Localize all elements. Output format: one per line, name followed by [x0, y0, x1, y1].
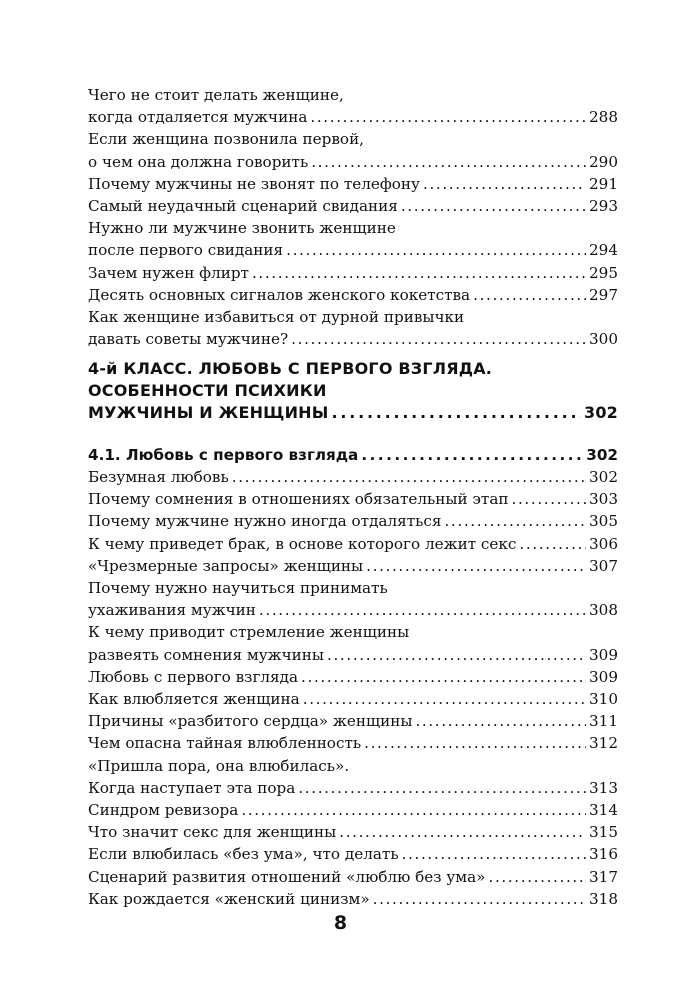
toc-entry — [88, 217, 618, 261]
dot-leader — [332, 402, 581, 424]
toc-entry-title: «Чрезмерные запросы» женщины — [88, 556, 364, 575]
dot-leader — [444, 510, 586, 532]
toc-entry-title: Почему мужчине нужно иногда отдаляться — [88, 512, 442, 531]
toc-entry-line — [88, 777, 618, 799]
toc-entry — [88, 821, 618, 843]
dot-leader — [488, 866, 586, 888]
toc-entry-page-number: 302 — [589, 468, 618, 486]
dot-leader — [241, 799, 586, 821]
dot-leader — [519, 533, 586, 555]
toc-entry-title: Нужно ли мужчине звонить женщине — [88, 219, 396, 238]
section-page-number: 302 — [586, 446, 618, 464]
toc-entry-page-number: 312 — [589, 734, 618, 753]
dot-leader — [301, 666, 586, 688]
toc-entry-line — [88, 577, 618, 599]
toc-entry-title: Синдром ревизора — [88, 801, 239, 820]
toc-entry-title: Безумная любовь — [88, 468, 229, 486]
section-heading — [88, 444, 618, 466]
toc-entry-line — [88, 106, 618, 128]
toc-entry — [88, 128, 618, 172]
toc-entry-line — [88, 821, 618, 843]
dot-leader — [232, 466, 586, 488]
toc-entry-page-number: 293 — [589, 197, 618, 216]
toc-entry-title: Любовь с первого взгляда — [88, 667, 299, 686]
toc-entry-title: Чем опасна тайная влюбленность — [88, 734, 362, 753]
toc-entry — [88, 710, 618, 732]
toc-entry — [88, 732, 618, 754]
toc-entry-title: после первого свидания — [88, 241, 284, 260]
toc-entry-page-number: 300 — [589, 330, 618, 349]
chapter-title-line — [88, 402, 618, 424]
toc-entry-line — [88, 755, 618, 777]
toc-entry-title: Десять основных сигналов женского кокетства — [88, 285, 471, 304]
toc-entry-page-number: 311 — [589, 712, 618, 731]
toc-entry — [88, 688, 618, 710]
chapter-title-line: 4-й КЛАСС. ЛЮБОВЬ С ПЕРВОГО ВЗГЛЯДА. — [88, 359, 493, 378]
dot-leader — [286, 239, 586, 261]
toc-entry-title: Как женщине избавиться от дурной привычки — [88, 308, 465, 327]
toc-entry — [88, 888, 618, 910]
toc-entry-title: Если влюбилась «без ума», что делать — [88, 845, 399, 864]
toc-entry-page-number: 288 — [589, 108, 618, 127]
toc-entry-line — [88, 239, 618, 261]
toc-entry-page-number: 309 — [589, 645, 618, 664]
dot-leader — [298, 777, 586, 799]
toc-entry — [88, 195, 618, 217]
toc-entry — [88, 799, 618, 821]
chapter-title-text: МУЖЧИНЫ И ЖЕНЩИНЫ — [88, 403, 329, 422]
toc-entry — [88, 306, 618, 350]
dot-leader — [423, 173, 586, 195]
dot-leader — [259, 599, 586, 621]
toc-entry-page-number: 297 — [589, 285, 618, 304]
toc-entry — [88, 488, 618, 510]
toc-entry-title: Причины «разбитого сердца» женщины — [88, 712, 413, 731]
toc-entry — [88, 84, 618, 128]
toc-entry-line — [88, 466, 618, 488]
toc-entry-title: давать советы мужчине? — [88, 330, 289, 349]
toc-entry-line — [88, 888, 618, 910]
toc-entry — [88, 577, 618, 621]
toc-entry-title: Зачем нужен флирт — [88, 263, 249, 282]
dot-leader — [473, 284, 586, 306]
toc-entry-line — [88, 599, 618, 621]
toc-entry — [88, 533, 618, 555]
toc-entry-line — [88, 262, 618, 284]
toc-entry-line — [88, 688, 618, 710]
toc-entry-page-number: 307 — [589, 556, 618, 575]
dot-leader — [402, 843, 586, 865]
toc-entry-line — [88, 843, 618, 865]
toc-entry — [88, 866, 618, 888]
toc-entry-title: когда отдаляется мужчина — [88, 108, 308, 127]
dot-leader — [252, 262, 586, 284]
toc-entry-page-number: 308 — [589, 601, 618, 620]
toc-entry-title: Как рождается «женский цинизм» — [88, 889, 370, 908]
toc-entry-page-number: 314 — [589, 801, 618, 820]
toc-entry-line — [88, 284, 618, 306]
toc-entry — [88, 466, 618, 488]
chapter-title-line: ОСОБЕННОСТИ ПСИХИКИ — [88, 381, 327, 400]
toc-entry-line — [88, 533, 618, 555]
toc-entry-title: Почему сомнения в отношениях обязательный этап — [88, 490, 509, 509]
dot-leader — [311, 151, 586, 173]
toc-entry-page-number: 317 — [589, 867, 618, 886]
toc-entry-line — [88, 666, 618, 688]
toc-entry-line — [88, 732, 618, 754]
toc-entry-line — [88, 866, 618, 888]
toc-entry — [88, 621, 618, 665]
toc-entry-title: ухаживания мужчин — [88, 601, 256, 620]
toc-entry-line — [88, 621, 618, 643]
dot-leader — [512, 488, 587, 510]
toc-entry-page-number: 305 — [589, 512, 618, 531]
dot-leader — [373, 888, 586, 910]
toc-entry-page-number: 313 — [589, 778, 618, 797]
toc-entry-page-number: 294 — [589, 241, 618, 260]
toc-entry-page-number: 310 — [589, 690, 618, 709]
toc-entry-line — [88, 84, 618, 106]
dot-leader — [327, 644, 586, 666]
toc-entry-title: Когда наступает эта пора — [88, 778, 296, 797]
toc-list-top — [88, 84, 618, 350]
toc-entry-line — [88, 195, 618, 217]
toc-entry-title: Почему мужчины не звонят по телефону — [88, 174, 420, 193]
dot-leader — [339, 821, 586, 843]
toc-entry — [88, 262, 618, 284]
toc-entry — [88, 666, 618, 688]
section-title: 4.1. Любовь с первого взгляда — [88, 446, 359, 464]
toc-entry-page-number: 315 — [589, 823, 618, 842]
toc-entry-title: развеять сомнения мужчины — [88, 645, 324, 664]
toc-entry-title: Почему нужно научиться принимать — [88, 579, 388, 598]
toc-entry-page-number: 306 — [589, 534, 618, 553]
toc-entry — [88, 755, 618, 799]
toc-entry-line — [88, 173, 618, 195]
toc-entry-title: «Пришла пора, она влюбилась». — [88, 756, 350, 775]
chapter-heading — [88, 358, 618, 424]
dot-leader — [366, 555, 586, 577]
toc-entry-page-number: 309 — [589, 667, 618, 686]
toc-entry — [88, 843, 618, 865]
toc-entry-line — [88, 799, 618, 821]
dot-leader — [401, 195, 586, 217]
toc-entry — [88, 555, 618, 577]
toc-entry-title: Если женщина позвонила первой, — [88, 130, 365, 149]
toc-entry-line — [88, 510, 618, 532]
toc-list-bottom — [88, 444, 618, 910]
toc-entry-line — [88, 644, 618, 666]
toc-entry — [88, 284, 618, 306]
toc-entry — [88, 173, 618, 195]
toc-entry-line — [88, 555, 618, 577]
dot-leader — [291, 328, 586, 350]
toc-entry-line — [88, 710, 618, 732]
dot-leader — [415, 710, 586, 732]
toc-entry — [88, 510, 618, 532]
dot-leader — [361, 444, 583, 466]
toc-entry-title: К чему приводит стремление женщины — [88, 623, 410, 642]
dot-leader — [364, 732, 586, 754]
dot-leader — [303, 688, 586, 710]
toc-entry-page-number: 318 — [589, 889, 618, 908]
toc-entry-title: Что значит секс для женщины — [88, 823, 337, 842]
toc-entry-title: Сценарий развития отношений «люблю без ума» — [88, 867, 486, 886]
toc-entry-title: Как влюбляется женщина — [88, 690, 300, 709]
toc-entry-page-number: 303 — [589, 490, 618, 509]
toc-entry-line — [88, 488, 618, 510]
toc-entry-line — [88, 217, 618, 239]
toc-entry-page-number: 290 — [589, 152, 618, 171]
chapter-page-number: 302 — [584, 403, 618, 422]
toc-entry-title: о чем она должна говорить — [88, 152, 309, 171]
toc-entry-title: К чему приведет брак, в основе которого лежит секс — [88, 534, 517, 553]
toc-entry-line — [88, 151, 618, 173]
page-number: 8 — [333, 912, 348, 934]
toc-entry-page-number: 295 — [589, 263, 618, 282]
toc-entry-title: Самый неудачный сценарий свидания — [88, 197, 398, 216]
toc-entry-line — [88, 328, 618, 350]
toc-entry-title: Чего не стоит делать женщине, — [88, 86, 344, 104]
dot-leader — [310, 106, 586, 128]
toc-entry-line — [88, 306, 618, 328]
toc-entry-page-number: 291 — [589, 174, 618, 193]
toc-entry-line — [88, 128, 618, 150]
toc-entry-page-number: 316 — [589, 845, 618, 864]
